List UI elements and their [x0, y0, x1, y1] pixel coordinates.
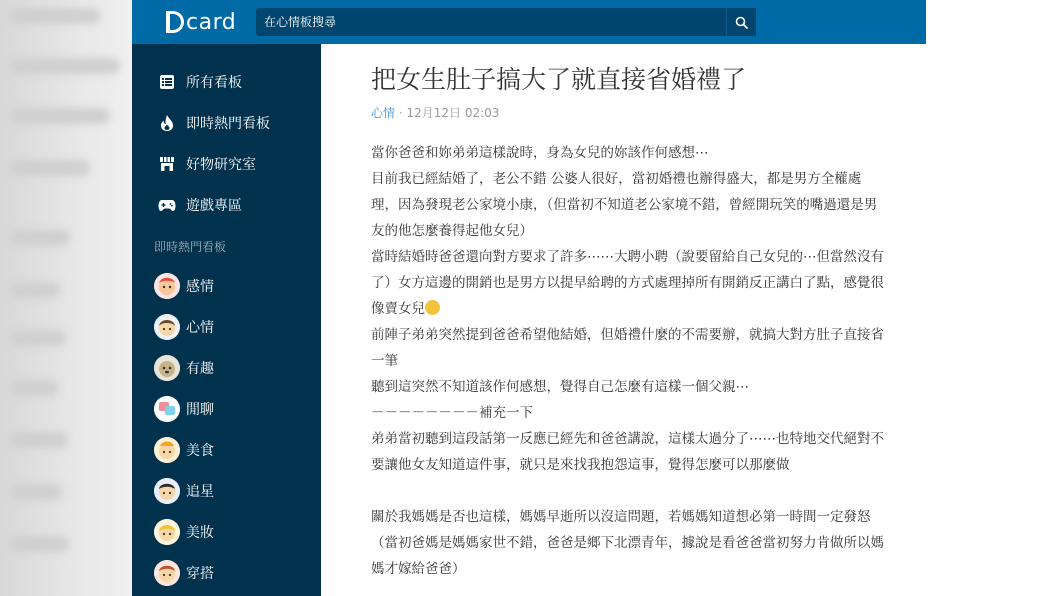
post-line: －－－－－－－－補充一下 — [371, 405, 533, 421]
blurred-background-left — [0, 0, 132, 596]
board-label: 心情 — [186, 320, 214, 336]
sidebar — [132, 44, 321, 596]
post-line: 聽到這突然不知道該作何感想，覺得自己怎麼有這樣一個父親⋯ — [371, 379, 749, 395]
board-label: 追星 — [186, 484, 214, 500]
post-line: 媽才嫁給爸爸） — [371, 561, 466, 577]
board-item-makeup[interactable] — [132, 512, 321, 552]
dcard-app — [132, 0, 926, 596]
board-item-relationship[interactable] — [132, 266, 321, 306]
post-body — [371, 140, 884, 582]
post-line: 理，因為發現老公家境小康，（但當初不知道老公家境不錯，曾經開玩笑的嘴過還是男 — [371, 197, 878, 213]
sidebar-item-label: 好物研究室 — [186, 157, 256, 173]
meta-separator: · — [398, 106, 403, 120]
dcard-logo-d-icon — [166, 11, 184, 33]
post-line: （當初爸媽是媽媽家世不錯，爸爸是鄉下北漂青年，據說是看爸爸當初努力肯做所以媽 — [371, 535, 884, 551]
post-line: 弟弟當初聽到這段話第一反應已經先和爸爸講說，這樣太過分了⋯⋯也特地交代絕對不 — [371, 431, 884, 447]
post-line: 要讓他女友知道這件事，就只是來找我抱怨這事，覺得怎麼可以那麼做 — [371, 457, 790, 473]
search-icon — [735, 16, 748, 29]
post-line: 當時結婚時爸爸還向對方要求了許多⋯⋯大聘小聘（說要留給自己女兒的⋯但當然沒有 — [371, 249, 884, 265]
post-line-text: 像賣女兒 — [371, 301, 425, 317]
board-avatar-icon — [154, 437, 180, 463]
board-avatar-icon — [154, 314, 180, 340]
sidebar-item-games[interactable] — [132, 185, 321, 225]
board-avatar-icon — [154, 519, 180, 545]
board-label: 閒聊 — [186, 402, 214, 418]
post-line: 了）女方這邊的開銷也是男方以提早給聘的方式處理掉所有開銷反正講白了點，感覺很 — [371, 275, 884, 291]
board-avatar-icon — [154, 273, 180, 299]
post-line-with-emoji — [371, 296, 881, 322]
board-item-mood[interactable] — [132, 307, 321, 347]
board-label: 美妝 — [186, 525, 214, 541]
sidebar-item-hot-boards[interactable] — [132, 103, 321, 143]
post-line: 當你爸爸和妳弟弟這樣說時，身為女兒的妳該作何感想⋯ — [371, 145, 709, 161]
post-forum-link[interactable]: 心情 — [371, 106, 396, 120]
board-item-food[interactable] — [132, 430, 321, 470]
hot-boards-section-title: 即時熱門看板 — [154, 240, 227, 254]
background-right — [926, 0, 1060, 596]
sidebar-item-label: 所有看板 — [186, 75, 242, 91]
sidebar-item-label: 遊戲專區 — [186, 198, 242, 214]
store-icon — [158, 155, 176, 173]
board-item-funny[interactable] — [132, 348, 321, 388]
post-line: 前陣子弟弟突然提到爸爸希望他結婚，但婚禮什麼的不需要辦，就搞大對方肚子直接省 — [371, 327, 884, 343]
grinning-sweat-emoji-icon — [425, 300, 440, 315]
gamepad-icon — [158, 196, 176, 214]
post-title: 把女生肚子搞大了就直接省婚禮了 — [371, 65, 747, 94]
board-label: 有趣 — [186, 361, 214, 377]
board-avatar-icon — [154, 478, 180, 504]
board-label: 穿搭 — [186, 566, 214, 582]
dcard-logo[interactable] — [166, 6, 236, 38]
post-blank-line — [371, 478, 881, 504]
post-meta — [371, 104, 499, 121]
board-label: 感情 — [186, 279, 214, 295]
post-line: 目前我已經結婚了，老公不錯 公婆人很好，當初婚禮也辦得盛大，都是男方全權處 — [371, 171, 862, 187]
board-avatar-icon — [154, 396, 180, 422]
post-line: 友的他怎麼養得起他女兒） — [371, 223, 533, 239]
sidebar-item-label: 即時熱門看板 — [186, 116, 270, 132]
post-date: 12月12日 02:03 — [406, 106, 500, 120]
search-button[interactable] — [726, 8, 756, 36]
search-input[interactable]: 在心情板搜尋 — [256, 8, 756, 36]
post-line: 一筆 — [371, 353, 398, 369]
board-label: 美食 — [186, 443, 214, 459]
board-item-idol[interactable] — [132, 471, 321, 511]
post-content — [321, 44, 926, 596]
board-avatar-icon — [154, 560, 180, 586]
post-line: 關於我媽媽是否也這樣，媽媽早逝所以沒這問題，若媽媽知道想必第一時間一定發怒 — [371, 509, 871, 525]
sidebar-item-goods-lab[interactable] — [132, 144, 321, 184]
logo-text: card — [186, 9, 237, 35]
board-item-chat[interactable] — [132, 389, 321, 429]
sidebar-item-all-boards[interactable] — [132, 62, 321, 102]
top-header — [132, 0, 926, 44]
fire-icon — [158, 114, 176, 132]
list-icon — [158, 73, 176, 91]
board-avatar-icon — [154, 355, 180, 381]
board-item-outfit[interactable] — [132, 553, 321, 593]
